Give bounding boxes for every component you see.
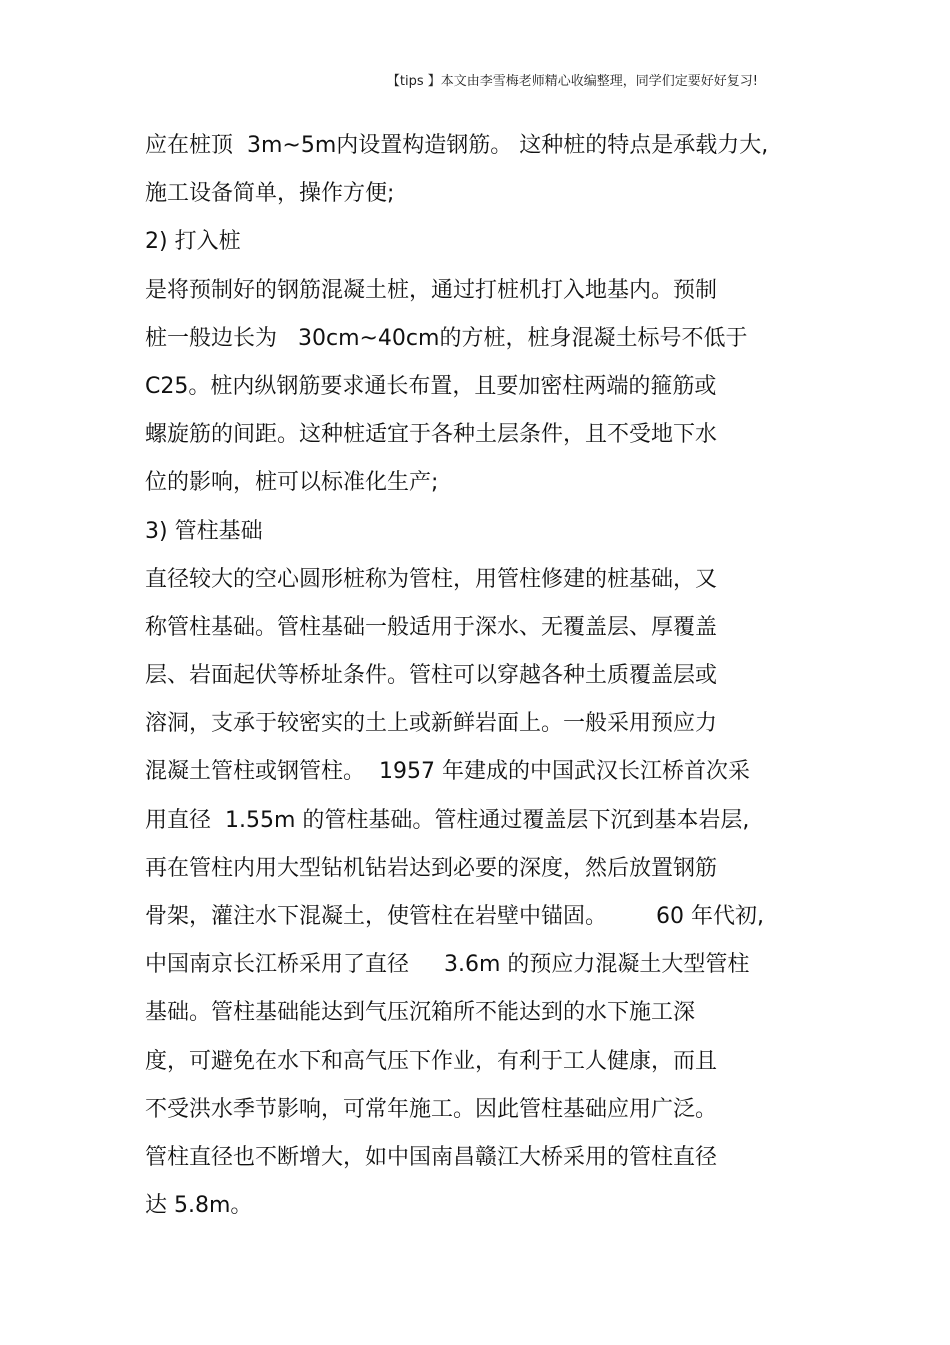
- document-body: [145, 126, 825, 1234]
- text-line: 施工设备简单，操作方便;: [145, 181, 395, 207]
- text-line: 位的影响，桩可以标准化生产;: [145, 470, 439, 496]
- text-line: C25。桩内纵钢筋要求通长布置，且要加密柱两端的箍筋或: [145, 373, 717, 399]
- text-line: 螺旋筋的间距。这种桩适宜于各种土层条件，且不受地下水: [145, 422, 718, 448]
- header-tips-note: 【tips 】本文由李雪梅老师精心收编整理，同学们定要好好复习!: [386, 74, 758, 89]
- text-line: 层、岩面起伏等桥址条件。管柱可以穿越各种土质覆盖层或: [145, 663, 718, 689]
- text-line: 不受洪水季节影响，可常年施工。因此管柱基础应用广泛。: [145, 1096, 718, 1122]
- text-line: 直径较大的空心圆形桩称为管柱，用管柱修建的桩基础，又: [145, 566, 718, 592]
- text-line: 溶洞，支承于较密实的土上或新鲜岩面上。一般采用预应力: [145, 711, 718, 737]
- text-line: 桩一般边长为 30cm~40cm的方桩，桩身混凝土标号不低于: [145, 325, 748, 351]
- text-line: 用直径 1.55m 的管柱基础。管柱通过覆盖层下沉到基本岩层,: [145, 807, 750, 833]
- text-line: 应在桩顶 3m~5m内设置构造钢筋。 这种桩的特点是承载力大,: [145, 133, 769, 158]
- text-line: 是将预制好的钢筋混凝土桩，通过打桩机打入地基内。预制: [145, 277, 718, 303]
- text-line: 称管柱基础。管柱基础一般适用于深水、无覆盖层、厚覆盖: [145, 614, 718, 640]
- section-heading: 3) 管柱基础: [145, 518, 263, 544]
- text-line: 中国南京长江桥采用了直径 3.6m 的预应力混凝土大型管柱: [145, 952, 750, 978]
- text-line: 再在管柱内用大型钻机钻岩达到必要的深度，然后放置钢筋: [145, 855, 718, 881]
- text-line: 度，可避免在水下和高气压下作业，有利于工人健康，而且: [145, 1048, 718, 1074]
- section-heading: 2) 打入桩: [145, 229, 241, 255]
- text-line: 基础。管柱基础能达到气压沉箱所不能达到的水下施工深: [145, 1000, 696, 1026]
- text-line: 混凝土管柱或钢管柱。 1957 年建成的中国武汉长江桥首次采: [145, 759, 750, 785]
- text-line: 管柱直径也不断增大，如中国南昌赣江大桥采用的管柱直径: [145, 1144, 718, 1170]
- text-line: 骨架，灌注水下混凝土，使管柱在岩壁中锚固。 60 年代初,: [145, 904, 764, 929]
- text-line: 达 5.8m。: [145, 1193, 253, 1219]
